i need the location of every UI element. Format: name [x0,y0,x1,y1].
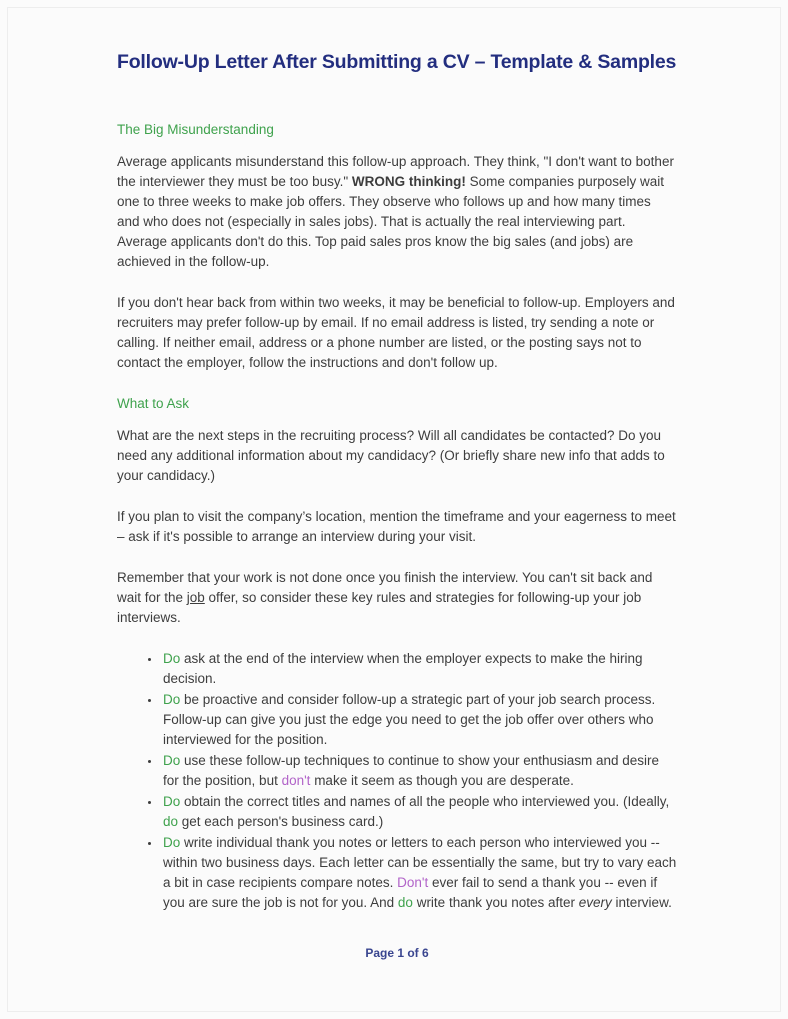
text-run: offer, so consider these key rules and strategies for following-up your job interviews. [117,590,642,625]
page-number-footer: Page 1 of 6 [365,946,429,960]
text-run: obtain the correct titles and names of all the people who interviewed you. (Ideally, [180,794,670,809]
text-run: Do [163,753,181,768]
text-run: do [163,814,179,829]
list-item [161,833,677,913]
list-item [161,792,677,832]
paragraph [117,426,677,486]
text-run: be proactive and consider follow-up a strategic part of your job search process. Follow-up can give you just the edge you need to get the job offer over others who interviewed for the position. [163,692,656,747]
text-run: don't [281,773,311,788]
text-run: write thank you notes after [412,895,579,910]
text-run: Do [163,692,181,707]
text-run: What are the next steps in the recruiting process? Will all candidates be contacted? Do you need any additional information about my candidacy? (Or briefly share new info that adds to your candidacy.) [117,428,665,483]
document-body [117,120,677,913]
list-item [161,649,677,689]
text-run: ask at the end of the interview when the employer expects to make the hiring decision. [163,651,643,686]
text-run: get each person's business card.) [178,814,384,829]
text-run: Do [163,794,181,809]
text-run: use these follow-up techniques to continue to show your enthusiasm and desire for the position, but [163,753,660,788]
text-run: WRONG thinking! [351,174,466,189]
text-run: do [397,895,413,910]
text-run: ever fail to send a thank you -- even if you are sure the job is not for you. And [163,875,658,910]
text-run: Do [163,835,181,850]
section-heading: What to Ask [117,396,190,411]
page-title: Follow-Up Letter After Submitting a CV – Template & Samples [117,51,677,73]
list-item [161,751,677,791]
text-run: make it seem as though you are desperate. [310,773,574,788]
text-run: If you plan to visit the company’s location, mention the timeframe and your eagerness to meet – ask if it's possible to arrange an interview during your visit. [117,509,676,544]
paragraph [117,507,677,547]
text-run: job [186,590,205,605]
paragraph [117,568,677,628]
text-run: If you don't hear back from within two weeks, it may be beneficial to follow-up. Employers and recruiters may prefer follow-up by email. If no email address is listed, try sending a note or calling. If neither email, address or a phone number are listed, or the posting says not to contact the employer, follow the instructions and don't follow up. [117,295,675,370]
section-heading: The Big Misunderstanding [117,122,274,137]
text-run: every [578,895,612,910]
list-item [161,690,677,750]
bullet-list [117,649,677,913]
text-run: Don't [397,875,429,890]
text-run: Do [163,651,181,666]
paragraph [117,293,677,373]
text-run: Some companies purposely wait one to three weeks to make job offers. They observe who follows up and how many times and who does not (especially in sales jobs). That is actually the real interviewing part. Average applicants don't do this. Top paid sales pros know the big sales (and jobs) are achieved in the follow-up. [117,174,664,269]
paragraph [117,152,677,272]
text-run: Average applicants misunderstand this follow-up approach. They think, "I don't want to bother the interviewer they must be too busy." [117,154,674,189]
text-run: write individual thank you notes or letters to each person who interviewed you -- within two business days. Each letter can be essentially the same, but try to vary each a bit in case recipients compare notes. [163,835,677,890]
text-run: Remember that your work is not done once you finish the interview. You can't sit back and wait for the [117,570,653,605]
text-run: interview. [611,895,672,910]
